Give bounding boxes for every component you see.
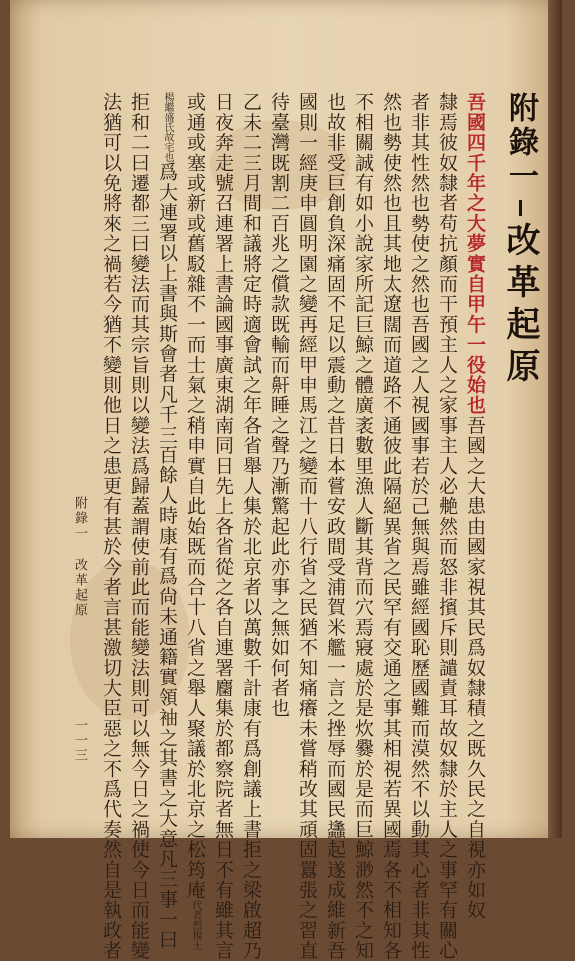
- text-column-6: 也故非受巨創負深痛固不足以震動之昔日本嘗安政間受浦賀米艦一言之挫辱而國民蠭起遂成維新吾: [324, 92, 346, 961]
- text-column-9: 乙未二三月間和議將定時適會試之年各省舉人集於北京者以萬數千計康有爲創議上書拒之梁啟超乃: [240, 92, 262, 961]
- text-column-10: 日夜奔走號召連署上書論國事廣東湖南同日先上各省從之各自連署麕集於都察院者無日不有雖其言: [212, 92, 234, 961]
- chapter-title: 改革起原: [500, 222, 540, 390]
- text-column-4: 然也勢使然也且其地太遼闊而道路不通彼此隔絕異省之民罕有交通之事其相視若異國焉各不相知各: [380, 92, 402, 961]
- text-column-7: 國則一經庚申圓明園之變再經甲申馬江之變而十八行省之民猶不知痛癢未嘗稍改其頑固囂張之習直: [296, 92, 318, 961]
- opening-sentence-highlight: 吾國四千年之大夢實自甲午一役始也: [464, 92, 486, 416]
- text-column-8: 待臺灣既割二百兆之償款既輸而鼾睡之聲乃漸驚起此亦事之無如何者也: [268, 92, 290, 719]
- text-segment: 或通或塞或新或舊駁雜不一而士氣之稍申實自此始既而合十八省之舉人聚議於北京之松筠庵: [184, 92, 206, 900]
- book-spine: [548, 0, 562, 838]
- text-column-2: 隸焉彼奴隸者苟抗顏而干預主人之家事主人必艴然而怒非擯斥則譴責耳故奴隸於主人之事罕有關心: [436, 92, 458, 961]
- text-segment: 吾國之大患由國家視其民爲奴隸積之既久民之自視亦如奴: [464, 415, 486, 921]
- appendix-label: 附錄一: [503, 92, 538, 194]
- running-head: 附錄一 改革起原: [72, 496, 87, 618]
- text-column-12: [156, 92, 178, 950]
- chapter-heading: [496, 92, 545, 390]
- text-column-1: [464, 92, 486, 921]
- text-column-5: 不相關誠有如小說家所記巨鯨之體廣袤數里漁人斷其背而穴焉寢處於是炊爨於是而巨鯨渺然不之知: [352, 92, 374, 961]
- book-page: [10, 0, 562, 961]
- heading-divider: [519, 200, 522, 216]
- text-column-11: [184, 92, 206, 950]
- inline-annotation: 楊繼盛氏故宅也: [162, 92, 173, 162]
- text-column-13: 拒和二曰遷都三曰變法而其宗旨則以變法爲歸蓋謂使前此而能變法則可以無今日之禍使今日而能變: [128, 92, 150, 961]
- text-segment: 爲大連署以上書與斯會者凡千三百餘人時康有爲尙未通籍實領袖之其書之大意凡三事一曰: [156, 162, 178, 950]
- inline-annotation: 代者烈楊士: [190, 900, 201, 950]
- text-column-3: 者非其性然也勢使之然也吾國之人視國事若於己無與焉雖經國恥歷國難而漠然不以動其心者非其性: [408, 92, 430, 961]
- text-column-14: 法猶可以免將來之禍若今猶不變則他日之患更有甚於今者言甚激切大臣惡之不爲代奏然自是執政者: [100, 92, 122, 961]
- page-number: 一一三: [72, 718, 87, 763]
